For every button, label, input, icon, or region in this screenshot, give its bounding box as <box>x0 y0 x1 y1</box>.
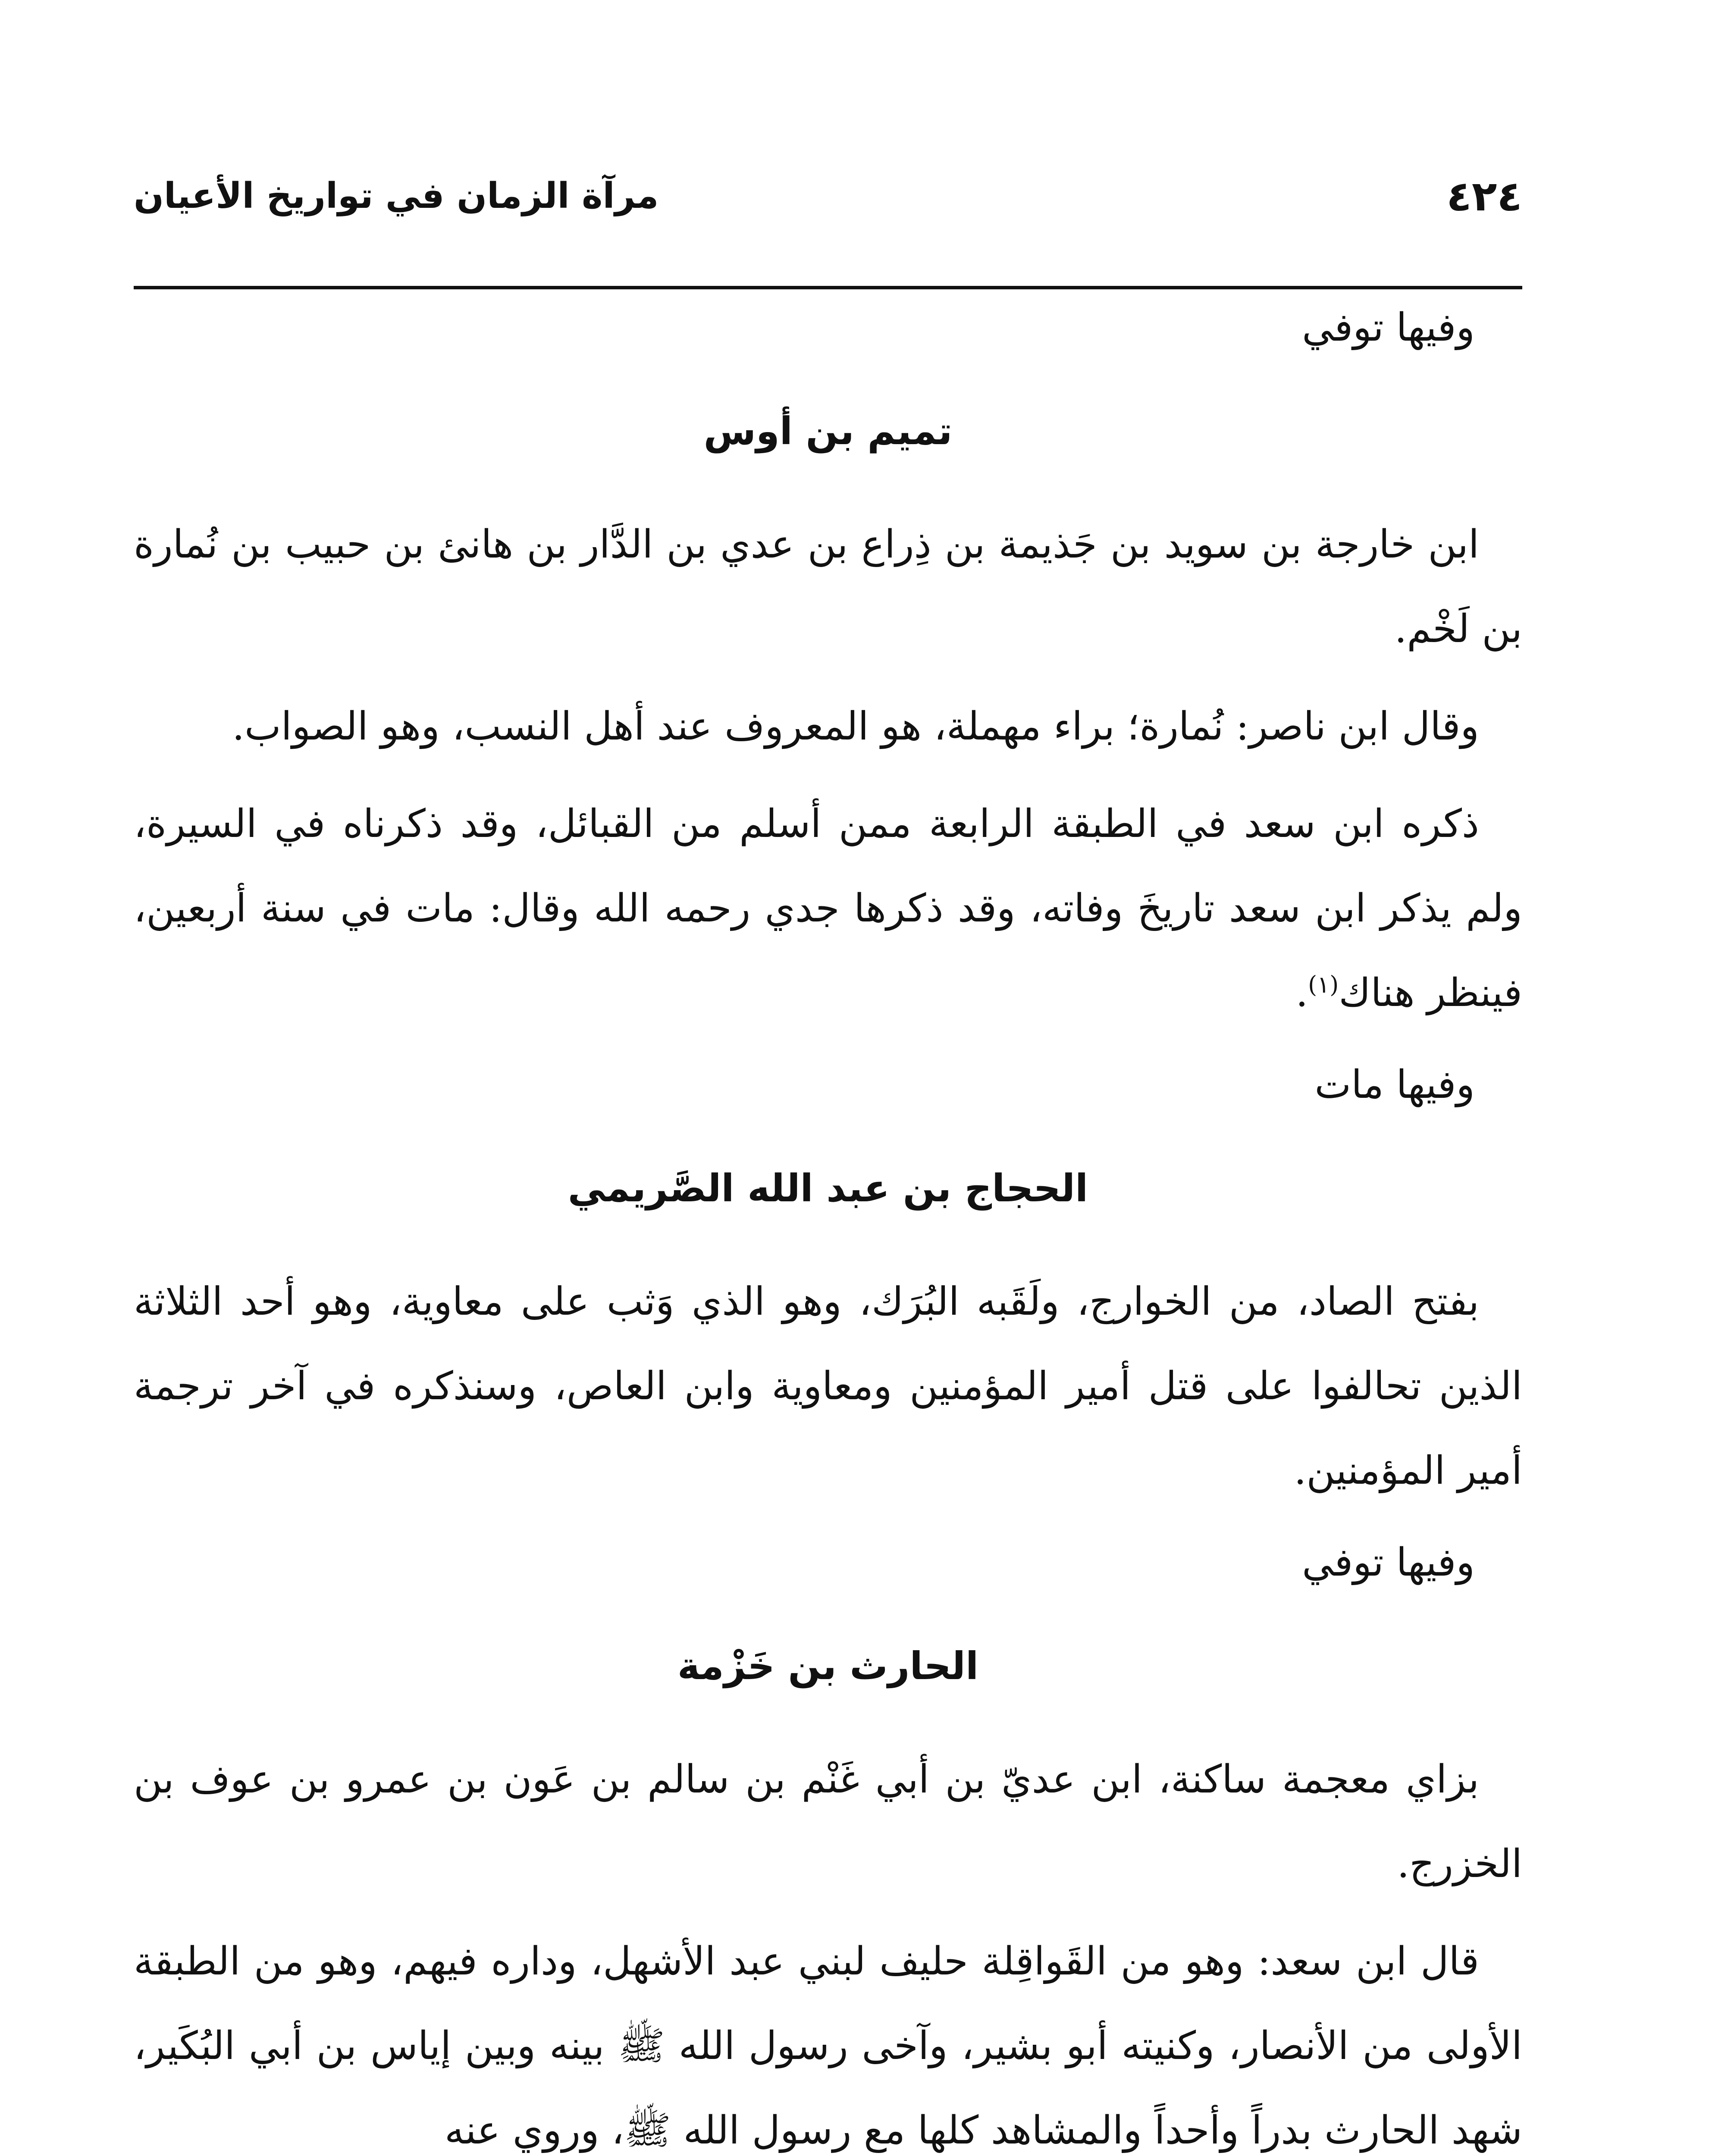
entry-paragraph: قال ابن سعد: وهو من القَواقِلة حليف لبني عبد الأشهل، وداره فيهم، وهو من الطبقة الأولى من الأنصار، وكنيته أبو بشير، وآخى رسول الله ﷺ بينه وبين إياس بن أبي البُكَير، شهد الحارث بدراً وأحداً والمشاهد كلها مع رسول الله ﷺ، وروي عنه <box>134 1939 1523 2153</box>
entry-paragraph: ابن خارجة بن سويد بن جَذيمة بن ذِراع بن عدي بن الدَّار بن هانئ بن حبيب بن نُمارة بن لَخْم. <box>134 522 1522 652</box>
entry-paragraph-text: ذكره ابن سعد في الطبقة الرابعة ممن أسلم من القبائل، وقد ذكرناه في السيرة، ولم يذكر ابن سعد تاريخَ وفاته، وقد ذكرها جدي رحمه الله وقال: مات في سنة أربعين، فينظر هناك <box>134 801 1522 1015</box>
page-header <box>134 170 1522 252</box>
book-page <box>134 129 1522 2156</box>
entry-tamim <box>134 291 1522 1035</box>
entry-intro: وفيها توفي <box>1302 305 1475 350</box>
entry-intro: وفيها توفي <box>1302 1540 1475 1585</box>
page-number: ٤٢٤ <box>1446 172 1522 220</box>
entry-hajjaj <box>134 1048 1522 1513</box>
entry-heading: الحجاج بن عبد الله الصَّريمي <box>568 1166 1088 1210</box>
running-title: مرآة الزمان في تواريخ الأعيان <box>134 175 659 216</box>
entry-paragraph: بفتح الصاد، من الخوارج، ولَقَبه البُرَك، وهو الذي وَثب على معاوية، وهو أحد الثلاثة الذين تحالفوا على قتل أمير المؤمنين ومعاوية وابن العاص، وسنذكره في آخر ترجمة أمير المؤمنين. <box>134 1279 1522 1493</box>
entry-heading: الحارث بن خَزْمة <box>677 1644 979 1688</box>
entry-paragraph: ذكره ابن سعد في الطبقة الرابعة ممن أسلم من القبائل، وقد ذكرناه في السيرة، ولم يذكر ابن سعد تاريخَ وفاته، وقد ذكرها جدي رحمه الله وقال: مات في سنة أربعين، فينظر هناك$^{(١)}$. <box>134 801 1522 1015</box>
footnote-marker: (١) <box>1308 971 1339 998</box>
entry-harith <box>134 1526 1522 2156</box>
entry-paragraph: بزاي معجمة ساكنة، ابن عديّ بن أبي غَنْم بن سالم بن عَون بن عمرو بن عوف بن الخزرج. <box>134 1757 1522 1887</box>
entry-paragraph: وقال ابن ناصر: نُمارة؛ براء مهملة، هو المعروف عند أهل النسب، وهو الصواب. <box>232 704 1479 749</box>
entry-intro: وفيها مات <box>1314 1062 1475 1107</box>
entry-heading: تميم بن أوس <box>703 409 953 453</box>
page-body <box>134 278 1522 2156</box>
